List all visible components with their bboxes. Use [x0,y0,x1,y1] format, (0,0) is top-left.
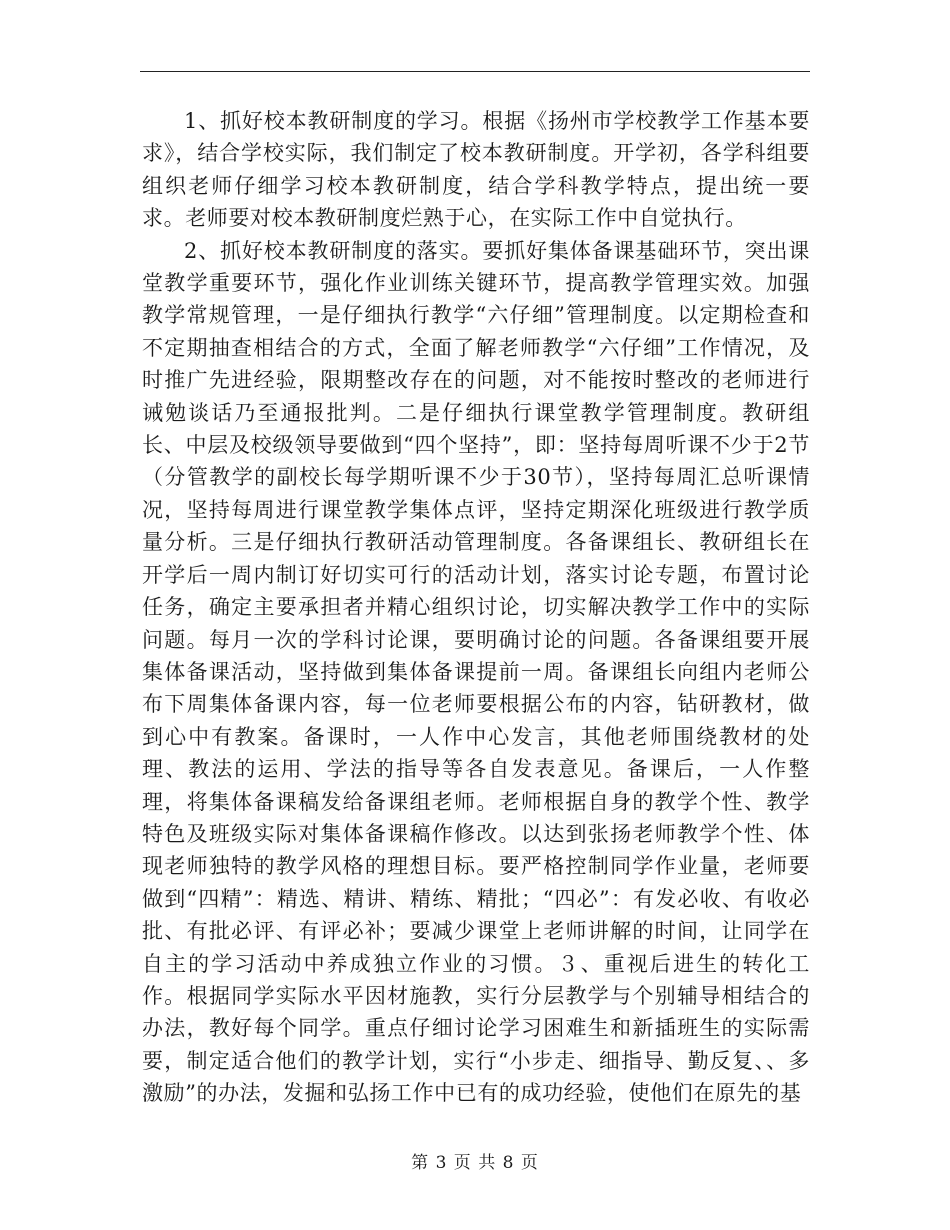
paragraph: 2、抓好校本教研制度的落实。要抓好集体备课基础环节，突出课堂教学重要环节，强化作业训练关键环节，提高教学管理实效。加强教学常规管理，一是仔细执行教学“六仔细”管理制度。以定期检查和不定期抽查相结合的方式，全面了解老师教学“六仔细”工作情况，及时推广先进经验，限期整改存在的问题，对不能按时整改的老师进行诫勉谈话乃至通报批判。二是仔细执行课堂教学管理制度。教研组长、中层及校级领导要做到“四个坚持”，即：坚持每周听课不少于2节（分管教学的副校长每学期听课不少于30节），坚持每周汇总听课情况，坚持每周进行课堂教学集体点评，坚持定期深化班级进行教学质量分析。三是仔细执行教研活动管理制度。各备课组长、教研组长在开学后一周内制订好切实可行的活动计划，落实讨论专题，布置讨论任务，确定主要承担者并精心组织讨论，切实解决教学工作中的实际问题。每月一次的学科讨论课，要明确讨论的问题。各备课组要开展集体备课活动，坚持做到集体备课提前一周。备课组长向组内老师公布下周集体备课内容，每一位老师要根据公布的内容，钻研教材，做到心中有教案。备课时，一人作中心发言，其他老师围绕教材的处理、教法的运用、学法的指导等各自发表意见。备课后，一人作整理，将集体备课稿发给备课组老师。老师根据自身的教学个性、教学特色及班级实际对集体备课稿作修改。以达到张扬老师教学个性、体现老师独特的教学风格的理想目标。要严格控制同学作业量，老师要做到“四精”：精选、精讲、精练、精批；“四必”：有发必收、有收必批、有批必评、有评必补；要减少课堂上老师讲解的时间，让同学在自主的学习活动中养成独立作业的习惯。３、重视后进生的转化工作。根据同学实际水平因材施教，实行分层教学与个别辅导相结合的办法，教好每个同学。重点仔细讨论学习困难生和新插班生的实际需要，制定适合他们的教学计划，实行“小步走、细指导、勤反复、、多激励”的办法，发掘和弘扬工作中已有的成功经验，使他们在原先的基 [142,238,810,1106]
header-rule [140,71,810,72]
document-body [142,105,810,1110]
page-number: 第 3 页 共 8 页 [411,1153,539,1173]
paragraph: 1、抓好校本教研制度的学习。根据《扬州市学校教学工作基本要求》，结合学校实际，我们制定了校本教研制度。开学初，各学科组要组织老师仔细学习校本教研制度，结合学科教学特点，提出统一要求。老师要对校本教研制度烂熟于心，在实际工作中自觉执行。 [142,109,810,231]
